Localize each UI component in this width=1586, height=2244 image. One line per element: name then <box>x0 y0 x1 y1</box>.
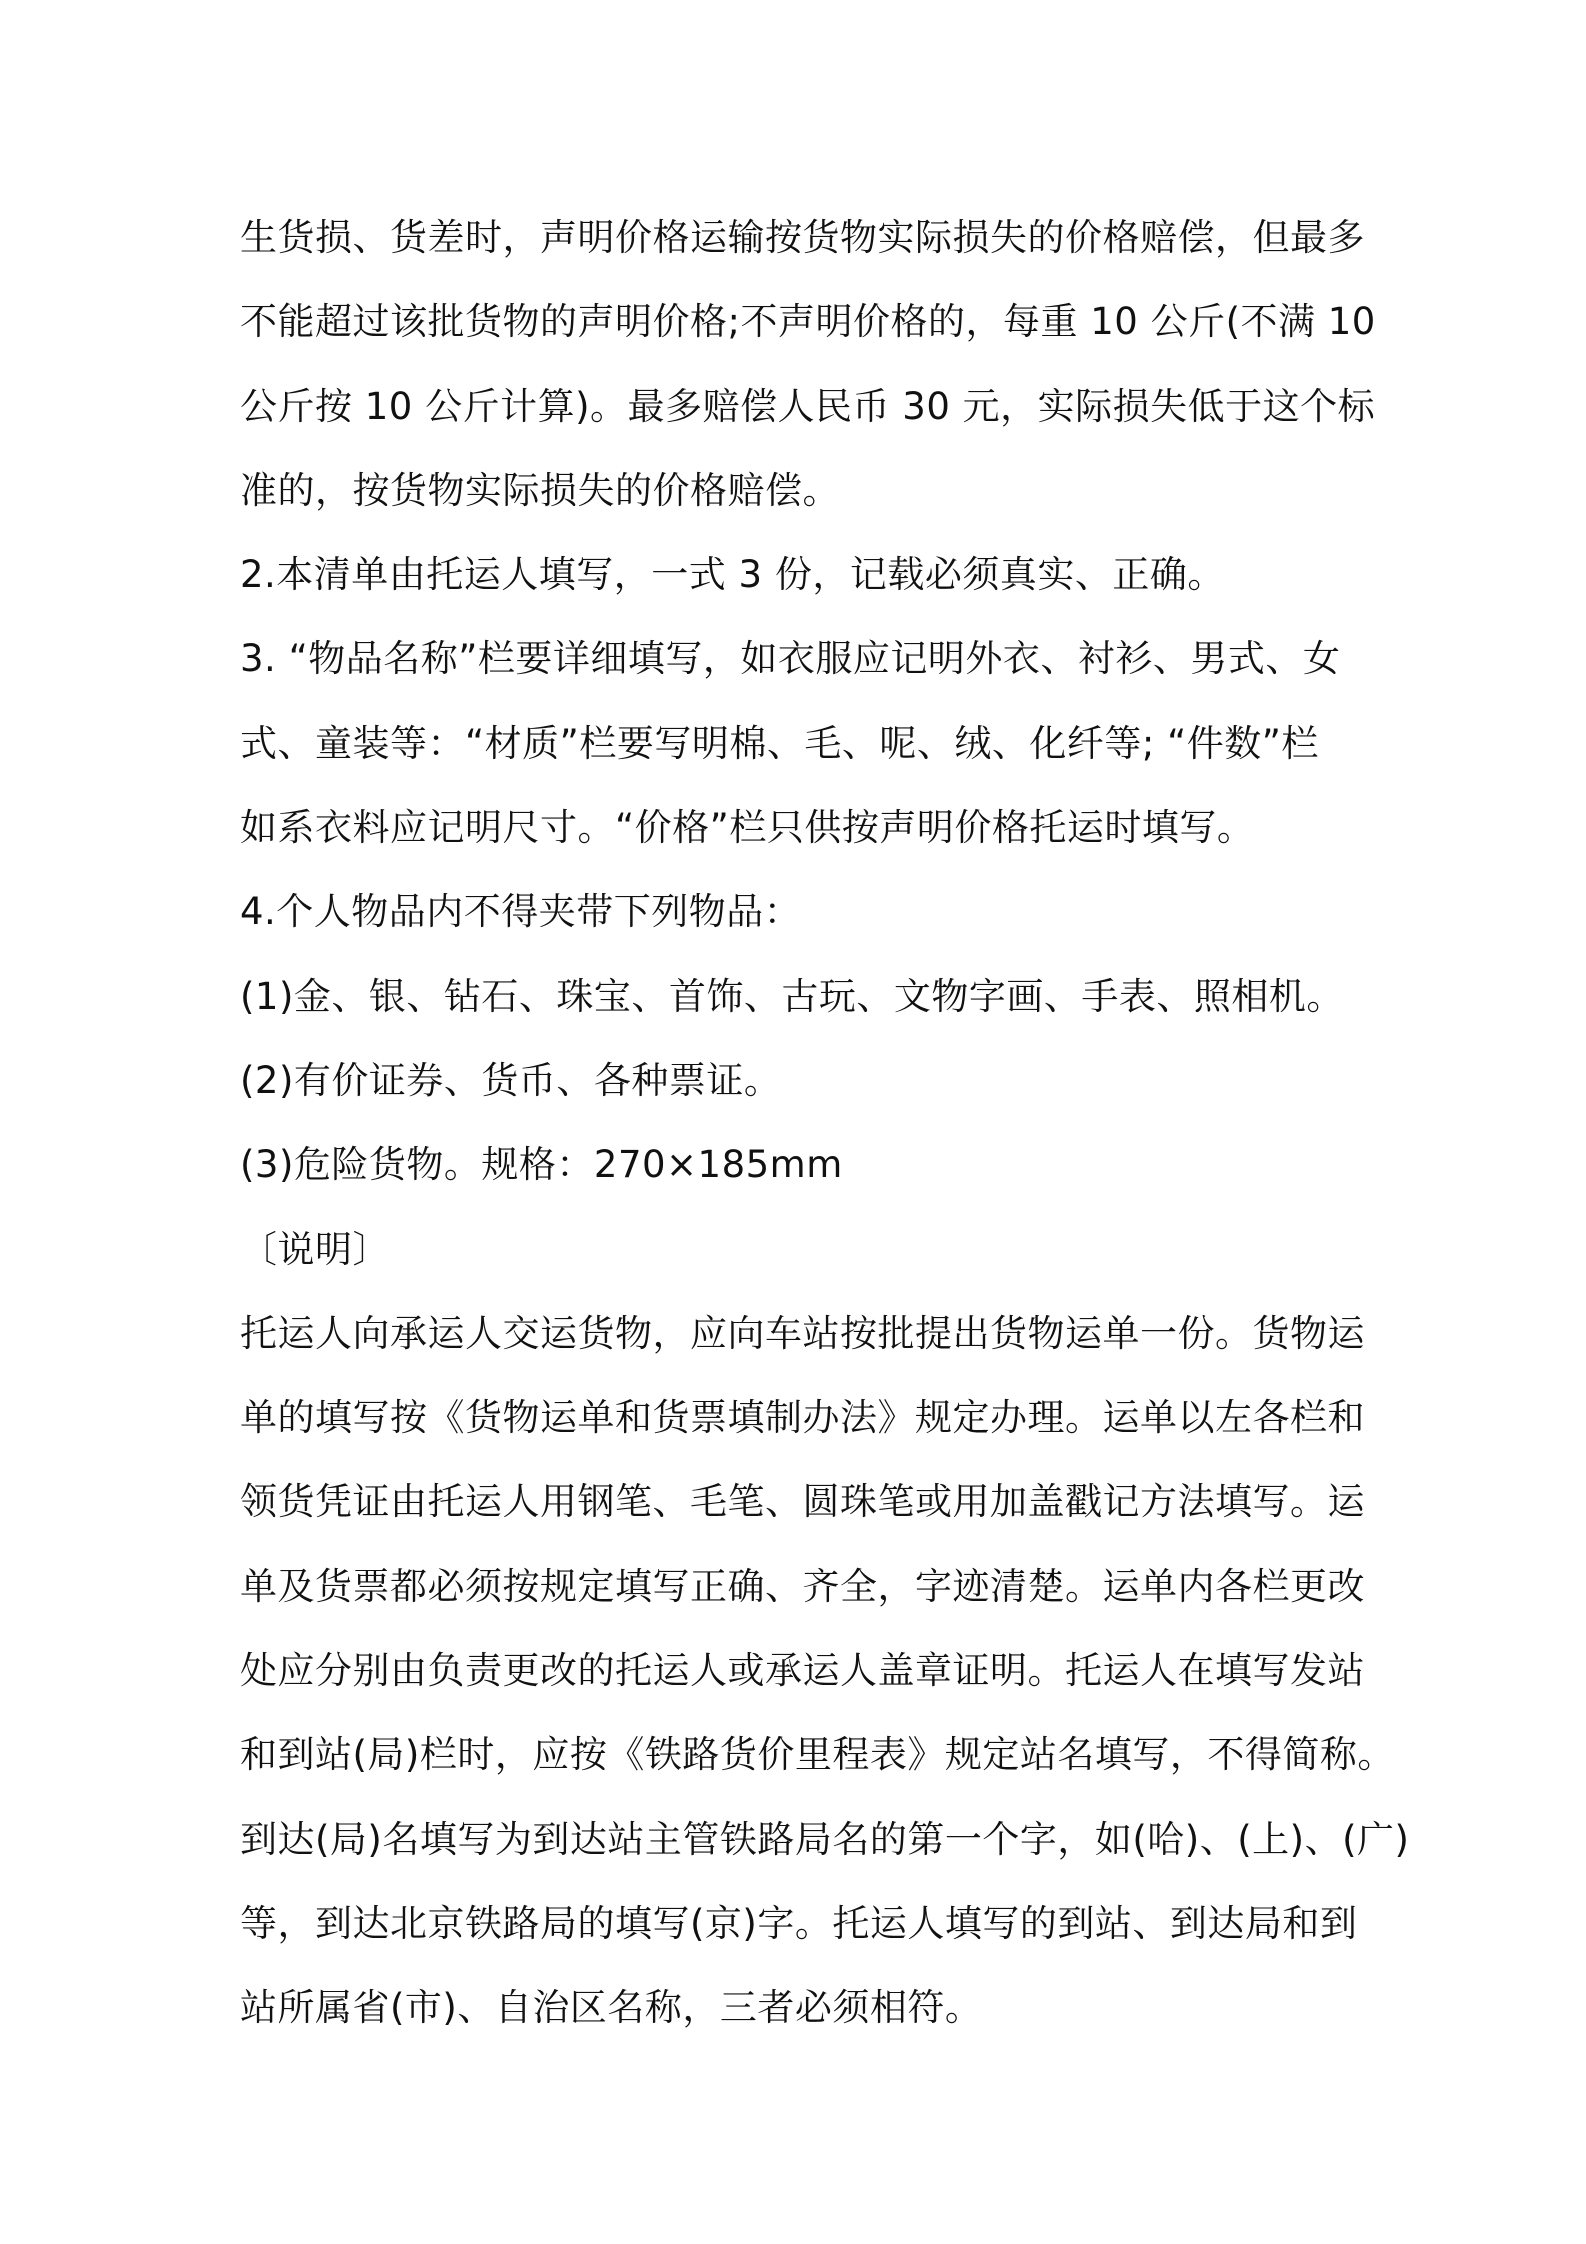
text-line: 如系衣料应记明尺寸。“价格”栏只供按声明价格托运时填写。 <box>240 806 1255 850</box>
text-line: 生货损、货差时，声明价格运输按货物实际损失的价格赔偿，但最多 <box>240 216 1365 259</box>
text-line: 站所属省(市)、自治区名称，三者必须相符。 <box>240 1986 983 2030</box>
text-line: 单的填写按《货物运单和货票填制办法》规定办理。运单以左各栏和 <box>240 1396 1365 1440</box>
text-line: 和到站(局)栏时，应按《铁路货价里程表》规定站名填写，不得简称。 <box>240 1733 1395 1777</box>
text-line: (3)危险货物。规格：270×185mm <box>240 1143 843 1187</box>
text-line: 3. “物品名称”栏要详细填写，如衣服应记明外衣、衬衫、男式、女 <box>240 637 1341 681</box>
text-line: 2.本清单由托运人填写，一式 3 份，记载必须真实、正确。 <box>240 553 1225 597</box>
text-line: 到达(局)名填写为到达站主管铁路局名的第一个字，如(哈)、(上)、(广) <box>240 1817 1410 1861</box>
text-line: 等，到达北京铁路局的填写(京)字。托运人填写的到站、到达局和到 <box>240 1901 1358 1945</box>
text-line: 不能超过该批货物的声明价格;不声明价格的，每重 10 公斤(不满 10 <box>240 300 1376 344</box>
text-line: 处应分别由负责更改的托运人或承运人盖章证明。托运人在填写发站 <box>240 1649 1365 1693</box>
text-line: (2)有价证券、货币、各种票证。 <box>240 1058 782 1102</box>
text-line: 领货凭证由托运人用钢笔、毛笔、圆珠笔或用加盖戳记方法填写。运 <box>240 1480 1365 1524</box>
text-line: 公斤按 10 公斤计算)。最多赔偿人民币 30 元，实际损失低于这个标 <box>240 384 1376 428</box>
text-line: 4.个人物品内不得夹带下列物品： <box>240 890 802 934</box>
section-heading: 〔说明〕 <box>240 1227 390 1271</box>
text-line: 单及货票都必须按规定填写正确、齐全，字迹清楚。运单内各栏更改 <box>240 1564 1365 1608</box>
text-line: 准的，按货物实际损失的价格赔偿。 <box>240 468 840 512</box>
text-line: (1)金、银、钻石、珠宝、首饰、古玩、文物字画、手表、照相机。 <box>240 974 1344 1018</box>
text-line: 托运人向承运人交运货物，应向车站按批提出货物运单一份。货物运 <box>240 1311 1365 1355</box>
document-body <box>240 196 1410 2051</box>
text-line: 式、童装等：“材质”栏要写明棉、毛、呢、绒、化纤等; “件数”栏 <box>240 721 1319 765</box>
